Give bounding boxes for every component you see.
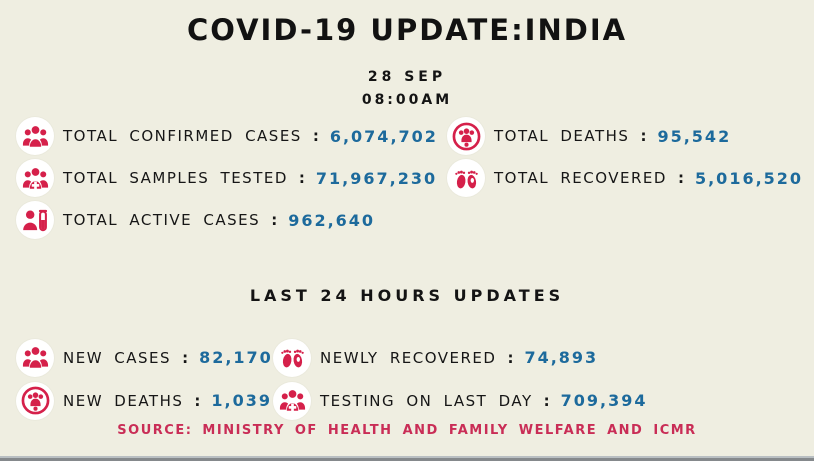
stat-separator: : — [182, 348, 189, 367]
stat-testing-on-last-day — [273, 382, 810, 420]
stat-value: 709,394 — [560, 391, 648, 410]
stat-label: NEW CASES — [63, 348, 172, 367]
stat-total-active-cases — [16, 201, 447, 239]
stat-separator: : — [507, 348, 514, 367]
stat-value: 82,170 — [199, 348, 273, 367]
stat-label: NEWLY RECOVERED — [320, 348, 497, 367]
stat-label: TOTAL DEATHS — [494, 127, 630, 145]
stat-separator: : — [271, 211, 278, 229]
stat-new-cases — [16, 339, 273, 377]
people-group-icon — [16, 117, 54, 155]
stat-newly-recovered — [273, 339, 810, 377]
stat-value: 1,039 — [211, 391, 272, 410]
stat-label: TOTAL ACTIVE CASES — [63, 211, 261, 229]
report-time: 08:00AM — [361, 92, 453, 108]
stat-value: 71,967,230 — [315, 168, 438, 188]
page-title: COVID-19 UPDATE:INDIA — [186, 13, 628, 47]
baby-feet-icon — [447, 159, 485, 197]
stat-label: TESTING ON LAST DAY — [320, 391, 533, 410]
stat-total-samples-tested — [16, 159, 447, 197]
footer-bar — [0, 456, 814, 461]
report-date: 28 SEP — [367, 69, 447, 85]
stat-label: TOTAL CONFIRMED CASES — [63, 127, 302, 145]
stat-value: 6,074,702 — [329, 126, 438, 146]
last-24-hours-section — [16, 336, 810, 422]
stat-value: 74,893 — [524, 348, 599, 367]
stat-total-confirmed-cases — [16, 117, 447, 155]
baby-feet-icon — [273, 339, 311, 377]
stat-value: 95,542 — [657, 126, 732, 146]
stat-total-recovered — [447, 159, 810, 197]
stat-label: NEW DEATHS — [63, 391, 184, 410]
stat-new-deaths — [16, 382, 273, 420]
people-medical-plus-icon — [16, 159, 54, 197]
totals-section — [16, 115, 810, 241]
stat-separator: : — [677, 169, 684, 187]
stat-value: 962,640 — [288, 210, 376, 230]
stat-total-deaths — [447, 117, 810, 155]
last-24-hours-heading: LAST 24 HOURS UPDATES — [249, 286, 565, 305]
stat-separator: : — [543, 391, 550, 410]
people-group-icon — [16, 339, 54, 377]
stat-separator: : — [298, 169, 305, 187]
stat-label: TOTAL SAMPLES TESTED — [63, 169, 288, 187]
stat-separator: : — [312, 127, 319, 145]
people-circle-icon — [447, 117, 485, 155]
source-attribution: SOURCE: MINISTRY OF HEALTH AND FAMILY WELFARE AND ICMR — [117, 423, 697, 438]
stat-label: TOTAL RECOVERED — [494, 169, 667, 187]
stat-separator: : — [640, 127, 647, 145]
people-circle-icon — [16, 382, 54, 420]
stat-separator: : — [194, 391, 201, 410]
stat-value: 5,016,520 — [694, 168, 804, 188]
person-testtube-icon — [16, 201, 54, 239]
people-medical-plus-icon — [273, 382, 311, 420]
